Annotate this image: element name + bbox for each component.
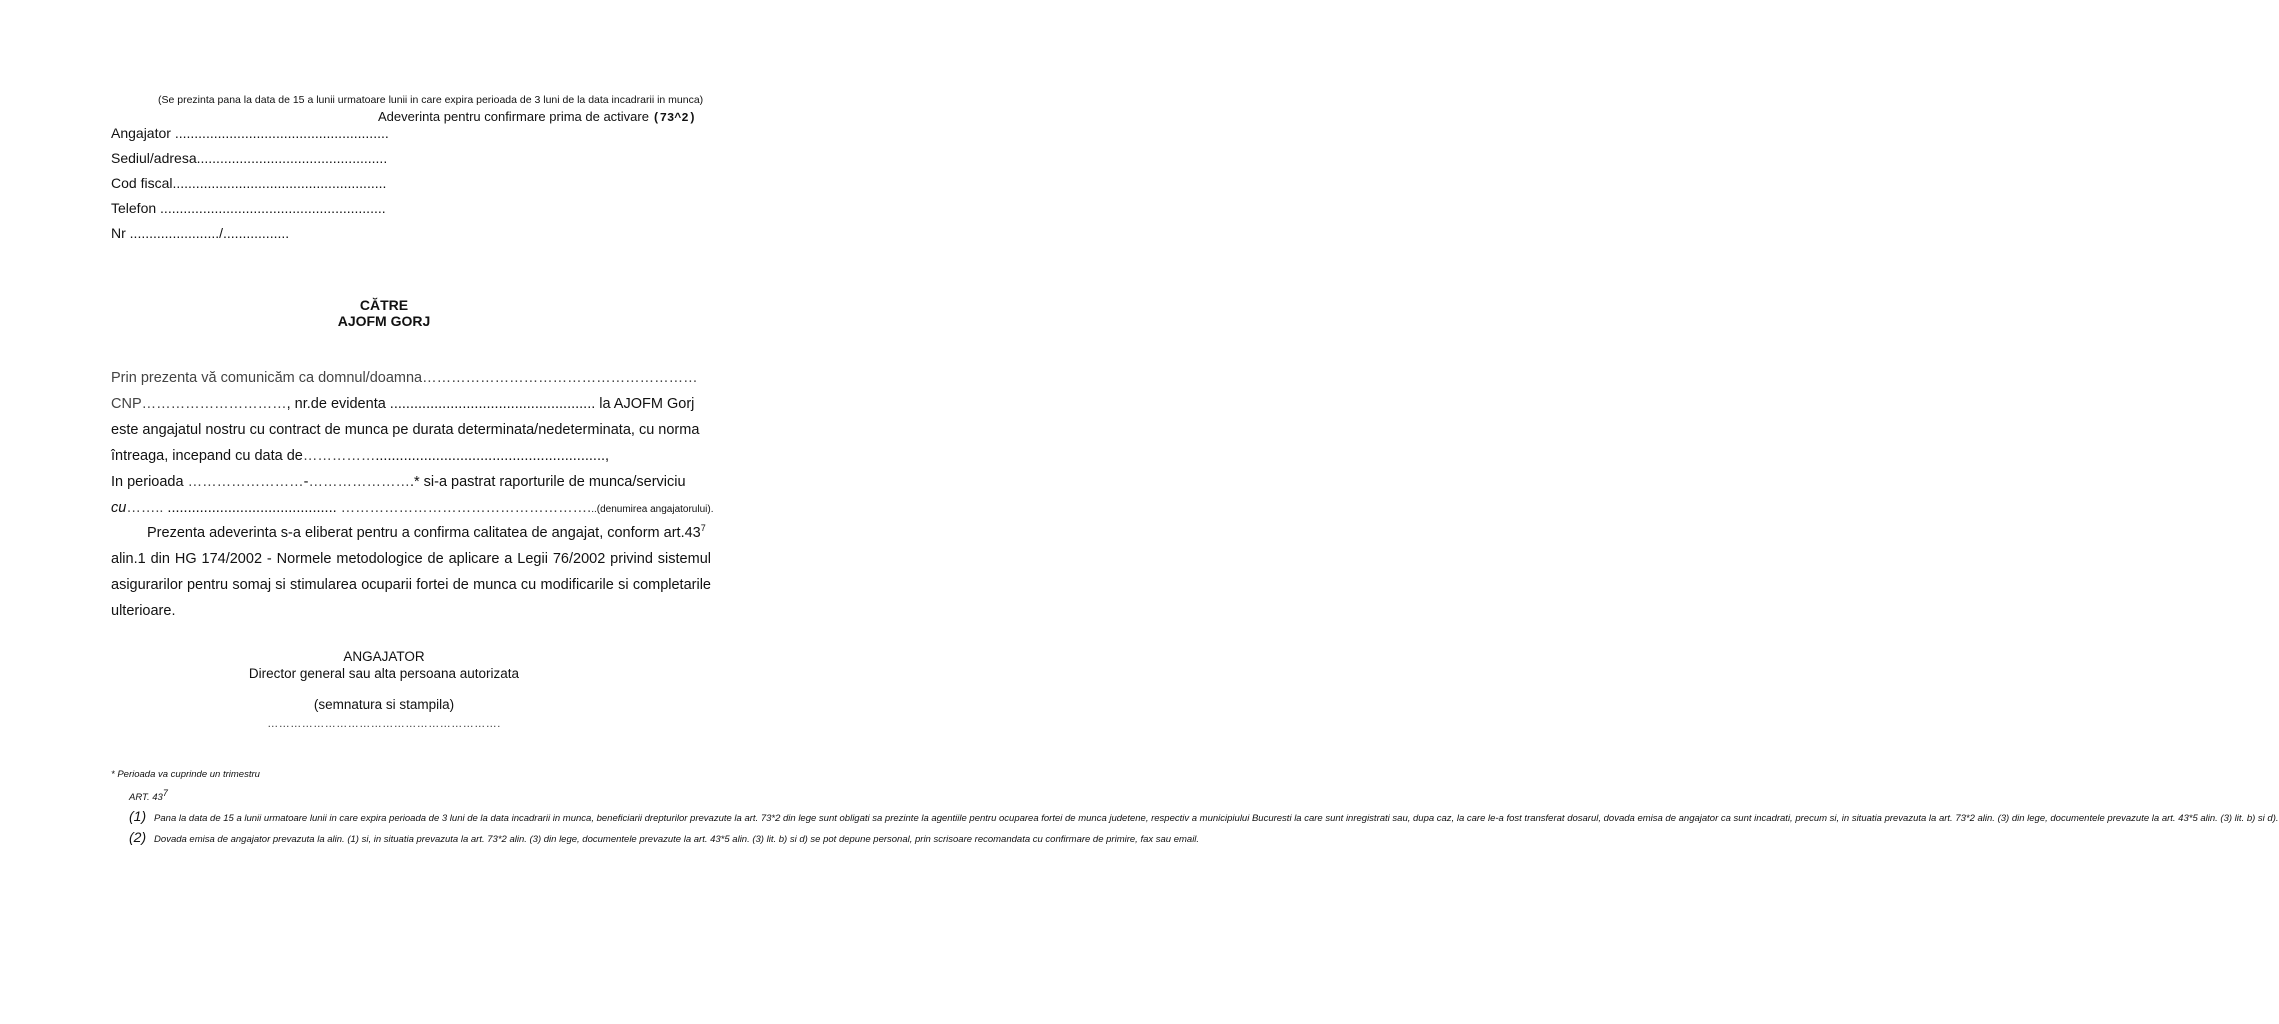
signature-role: ANGAJATOR	[343, 649, 425, 664]
document-title-code: (73^2)	[652, 111, 696, 125]
dotted-blank: ……..	[126, 500, 164, 516]
period-label: In perioada	[111, 474, 184, 490]
dotted-blank: .........................................................,	[375, 448, 610, 464]
paragraph-text: Pana la data de 15 a lunii urmatoare lunii in care expira perioada de 3 luni de la data incadrarii in munca, beneficiarii drepturilor prevazute la art. 73*2 din lege sunt obligati sa prezinte la agentiile pentru ocuparea fortei de munca judetene, respectiv a municipiului Bucuresti la care sunt inregistrati sau, dupa caz, la care le-a fost transferat dosarul, dovada emisa de angajator ca sunt incadrati, precum si, in situatia prevazuta la art. 73*2 alin. (3) din lege, documentele prevazute la art. 43*5 alin. (3) lit. b) si d).	[154, 813, 2279, 825]
document-title-text: Adeverinta pentru confirmare prima de activare	[378, 109, 649, 124]
dotted-blank: ……………………	[187, 474, 304, 490]
period-separator: -	[303, 474, 309, 490]
evidence-number-text: , nr.de evidenta ................................................... la AJOFM Gorj	[286, 396, 695, 412]
body-line-3: este angajatul nostru cu contract de munca pe durata determinata/nedeterminata, cu norma	[111, 422, 700, 438]
recipient-office: AJOFM GORJ	[337, 313, 431, 329]
dotted-blank: …………………………………………………	[422, 370, 698, 386]
document-title	[378, 109, 696, 125]
p2-superscript: 7	[700, 523, 706, 533]
submission-note: (Se prezinta pana la data de 15 a lunii urmatoare lunii in care expira perioada de 3 luni de la data incadrarii in munca)	[158, 94, 704, 106]
paragraph-text: Dovada emisa de angajator prevazuta la alin. (1) si, in situatia prevazuta la art. 73*2 alin. (3) din lege, documentele prevazute la art. 43*5 alin. (3) lit. b) si d) se pot depune personal, prin scrisoare recomandata cu confirmare de primire, fax sau email.	[154, 834, 1200, 846]
address-field: Sediul/adresa.................................................	[111, 150, 388, 166]
article-superscript: 7	[162, 788, 168, 798]
period-text: .* si-a pastrat raporturile de munca/serviciu	[409, 474, 686, 490]
recipient-to: CĂTRE	[359, 297, 409, 313]
paragraph-number: (1)	[129, 808, 147, 825]
fiscal-code-field: Cod fiscal.......................................................	[111, 175, 387, 191]
cnp-label: CNP	[111, 396, 142, 412]
dotted-blank: ..........................................	[167, 500, 337, 516]
with-label: cu	[111, 500, 127, 516]
footnote-asterisk: * Perioada va cuprinde un trimestru	[111, 769, 260, 780]
body-text-intro: Prin prezenta vă comunicăm ca domnul/doamna	[111, 370, 423, 386]
start-date-label: întreaga, incepand cu data de	[111, 448, 303, 464]
body-paragraph-2	[111, 515, 711, 624]
employer-name-hint: ..(denumirea angajatorului).	[591, 504, 714, 515]
footnotes	[111, 766, 2279, 849]
footnote-article	[111, 784, 707, 807]
footnote-paragraph-2	[111, 828, 1200, 849]
body-line-4	[111, 443, 711, 469]
body-line-5	[111, 469, 711, 495]
p2-text: Prezenta adeverinta s-a eliberat pentru a confirma calitatea de angajat, conform art.43	[147, 524, 701, 541]
body-p2-line-3: asigurarilor pentru somaj si stimularea ocuparii fortei de munca cu modificarile si completarile	[111, 576, 711, 593]
dotted-blank: …………………………………………….	[340, 500, 592, 516]
phone-field: Telefon ..........................................................	[111, 200, 386, 216]
footnote-paragraph-1	[111, 807, 2279, 828]
employer-field: Angajator .......................................................	[111, 125, 389, 141]
dotted-blank: …………………………	[141, 396, 287, 412]
dotted-blank: ……………	[302, 448, 376, 464]
signature-line: …………………………………………………….	[267, 718, 501, 730]
signature-note: (semnatura si stampila)	[313, 697, 455, 712]
body-p2-line-4: ulterioare.	[111, 602, 176, 619]
signature-position: Director general sau alta persoana autorizata	[248, 666, 520, 681]
body-p2-line-1	[111, 515, 711, 546]
body-paragraph-1	[111, 365, 714, 523]
dotted-blank: …………………	[308, 474, 410, 490]
body-line-2	[111, 391, 711, 417]
body-p2-line-2: alin.1 din HG 174/2002 - Normele metodologice de aplicare a Legii 76/2002 privind sistemul	[111, 550, 711, 567]
paragraph-number: (2)	[129, 829, 147, 846]
article-text: ART. 43	[129, 792, 163, 804]
number-field: Nr ......................./.................	[111, 225, 290, 241]
body-line-1	[111, 365, 711, 391]
